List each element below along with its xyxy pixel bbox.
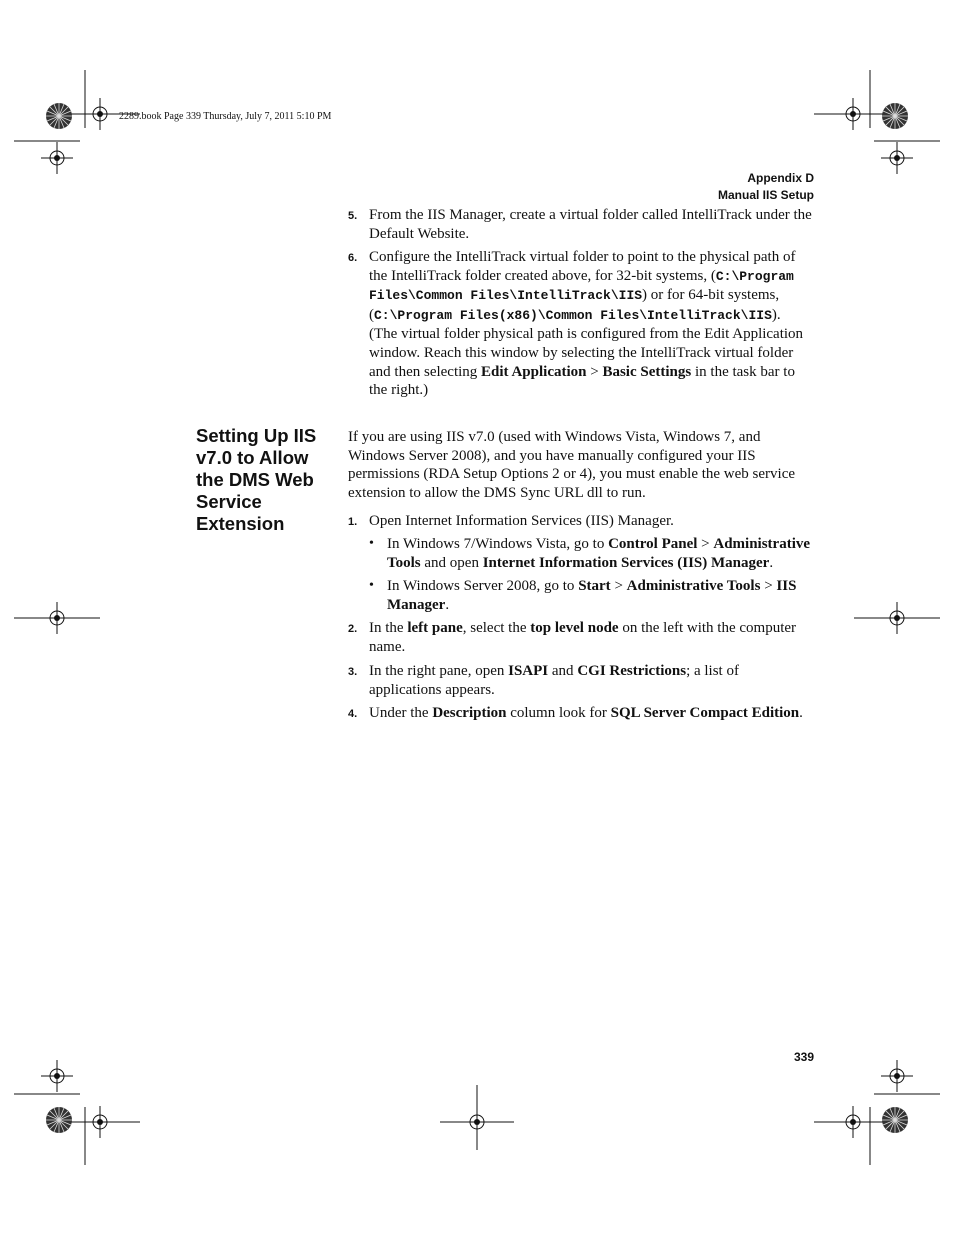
intro-paragraph: If you are using IIS v7.0 (used with Windows Vista, Windows 7, and Windows Server 2008), and you have manually configured your IIS permissions (RDA Setup Options 2 or 4), you must enable the web service extension to allow the DMS Sync URL dll to run. bbox=[348, 429, 796, 501]
code-path: C:\Program Files\Common Files\IntelliTrack\IIS bbox=[369, 268, 794, 304]
step-text: In the right pane, open ISAPI and CGI Restrictions; a list of applications appears. bbox=[369, 663, 739, 698]
step-number: 2. bbox=[348, 623, 358, 635]
step-number: 3. bbox=[348, 666, 358, 678]
step-text: Configure the IntelliTrack virtual folder to point to the physical path of the IntelliTrack folder created above, for 32-bit systems, (C:\Program Files\Common Files\IntelliTrack\IIS) or for 64-bit systems, (C:\Program Files(x86)\Common Files\IntelliTrack\IIS). (The virtual folder physical path is configured from the Edit Application window. Reach this window by selecting the IntelliTrack virtual folder and then selecting Edit Application > Basic Settings in the task bar to the right.) bbox=[369, 249, 804, 399]
step-text: In the left pane, select the top level node on the left with the computer name. bbox=[369, 620, 797, 655]
step-number: 6. bbox=[348, 252, 358, 264]
step-text: Open Internet Information Services (IIS) Manager. bbox=[369, 513, 674, 529]
page-number: 339 bbox=[793, 1050, 814, 1064]
step-text: Under the Description column look for SQL Server Compact Edition. bbox=[369, 705, 803, 721]
step-text: From the IIS Manager, create a virtual folder called IntelliTrack under the Default Website. bbox=[369, 207, 812, 242]
section-heading: Setting Up IIS v7.0 to Allow the DMS Web Service Extension bbox=[196, 425, 317, 534]
bullet-symbol: • bbox=[369, 578, 374, 593]
bullet-text: In Windows 7/Windows Vista, go to Control Panel > Administrative Tools and open Internet Information Services (IIS) Manager. bbox=[387, 536, 811, 571]
header-appendix: Appendix D bbox=[747, 171, 814, 185]
print-slug: 2289.book Page 339 Thursday, July 7, 2011 5:10 PM bbox=[119, 111, 332, 122]
bullet-text: In Windows Server 2008, go to Start > Administrative Tools > IIS Manager. bbox=[387, 578, 797, 613]
step-number: 1. bbox=[348, 516, 358, 528]
step-number: 4. bbox=[348, 708, 358, 720]
step-number: 5. bbox=[348, 210, 358, 222]
code-path: C:\Program Files(x86)\Common Files\IntelliTrack\IIS bbox=[374, 307, 772, 323]
bullet-symbol: • bbox=[369, 536, 374, 551]
header-section: Manual IIS Setup bbox=[717, 188, 814, 202]
